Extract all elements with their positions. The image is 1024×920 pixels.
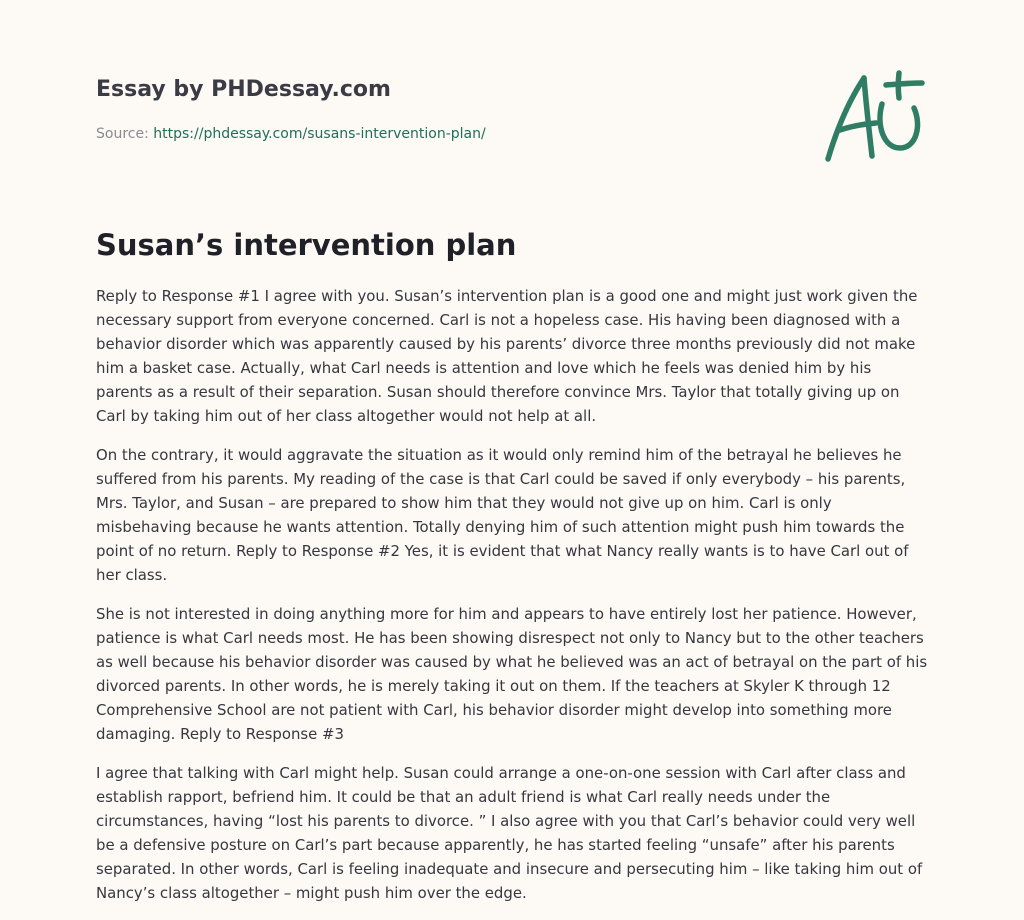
page-header: [96, 76, 796, 144]
essay-paragraph: She is not interested in doing anything more for him and appears to have entirely lost her patience. However, patience is what Carl needs most. He has been showing disrespect not only to Nancy but to the other teachers as well because his behavior disorder was caused by what he believed was an act of betrayal on the part of his divorced parents. In other words, he is merely taking it out on them. If the teachers at Skyler K through 12 Comprehensive School are not patient with Carl, his behavior disorder might develop into something more damaging. Reply to Response #3: [96, 605, 928, 743]
source-line: [96, 124, 796, 144]
essay-title: Susan’s intervention plan: [96, 228, 517, 262]
brand-title: Essay by PHDessay.com: [96, 77, 391, 102]
essay-paragraph: I agree that talking with Carl might help. Susan could arrange a one-on-one session with Carl after class and establish rapport, befriend him. It could be that an adult friend is what Carl really needs under the circumstances, having “lost his parents to divorce. ” I also agree with you that Carl’s behavior could very well be a defensive posture on Carl’s part because apparently, he has started feeling “unsafe” after his parents separated. In other words, Carl is feeling inadequate and insecure and persecuting him – like taking him out of Nancy’s class altogether – might push him over the edge.: [96, 764, 923, 902]
source-label: Source:: [96, 126, 149, 142]
a-plus-logo-icon: [822, 68, 928, 164]
source-link[interactable]: https://phdessay.com/susans-intervention-plan/: [153, 126, 486, 142]
essay-paragraph: Reply to Response #1 I agree with you. Susan’s intervention plan is a good one and might just work given the necessary support from everyone concerned. Carl is not a hopeless case. His having been diagnosed with a behavior disorder which was apparently caused by his parents’ divorce three months previously did not make him a basket case. Actually, what Carl needs is attention and love which he feels was denied him by his parents as a result of their separation. Susan should therefore convince Mrs. Taylor that totally giving up on Carl by taking him out of her class altogether would not help at all.: [96, 287, 918, 425]
essay-body: [96, 284, 928, 920]
essay-paragraph: On the contrary, it would aggravate the situation as it would only remind him of the betrayal he believes he suffered from his parents. My reading of the case is that Carl could be saved if only everybody – his parents, Mrs. Taylor, and Susan – are prepared to show him that they would not give up on him. Carl is only misbehaving because he wants attention. Totally denying him of such attention might push him towards the point of no return. Reply to Response #2 Yes, it is evident that what Nancy really wants is to have Carl out of her class.: [96, 446, 909, 584]
